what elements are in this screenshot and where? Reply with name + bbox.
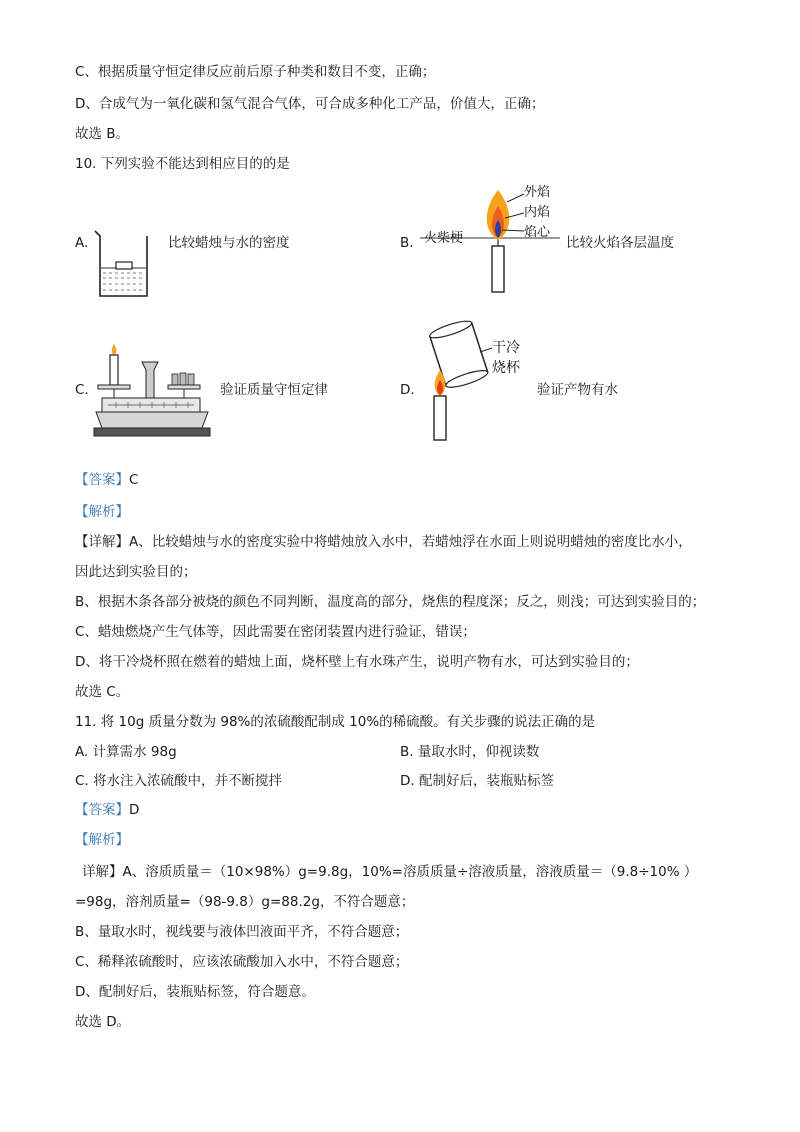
q11-detail-b: B、量取水时，视线要与液体凹液面平齐，不符合题意； <box>75 924 409 940</box>
q11-option-b-text: 量取水时，仰视读数 <box>417 744 540 760</box>
q11-option-c-text: 将水注入浓硫酸中，并不断搅拌 <box>93 773 283 789</box>
beaker-figure <box>92 228 154 300</box>
q10-choice: 故选 C。 <box>75 684 130 700</box>
label-match-stick: 火柴梗 <box>424 231 464 246</box>
q11-option-a-letter: A. <box>75 744 89 760</box>
q11-answer <box>75 800 139 820</box>
q10-detail-b: B、根据木条各部分被烧的颜色不同判断，温度高的部分，烧焦的程度深；反之，则浅；可达到实验目的； <box>75 594 706 610</box>
q10-detail-a-2: 因此达到实验目的； <box>75 564 197 580</box>
q10-analysis-tag: 【解析】 <box>75 504 129 520</box>
q11-detail-1: 详解】A、溶质质量＝（10×98%）g=9.8g，10%=溶质质量÷溶液质量，溶液质量＝（9.8÷10% ） <box>82 864 698 880</box>
q11-option-c-letter: C. <box>75 773 89 789</box>
prev-explanation-c: C、根据质量守恒定律反应前后原子种类和数目不变，正确； <box>75 64 436 80</box>
label-dry-cold: 干冷 <box>492 340 520 356</box>
q11-analysis-tag: 【解析】 <box>75 832 129 848</box>
label-beaker: 烧杯 <box>492 360 520 376</box>
q11-detail-c: C、稀释浓硫酸时，应该浓硫酸加入水中，不符合题意； <box>75 954 409 970</box>
q10-detail-a-1 <box>75 532 692 552</box>
q11-choice: 故选 D。 <box>75 1014 131 1030</box>
q10-option-d-letter: D. <box>400 382 415 398</box>
q10-detail-d: D、将干冷烧杯照在燃着的蜡烛上面，烧杯壁上有水珠产生，说明产物有水，可达到实验目的； <box>75 654 639 670</box>
flame-layers-figure <box>420 180 560 295</box>
q10-option-c-text: 验证质量守恒定律 <box>220 382 328 398</box>
q11-option-d-text: 配制好后，装瓶贴标签 <box>418 773 554 789</box>
balance-figure <box>92 338 212 440</box>
answer-value: D <box>129 802 140 818</box>
q11-option-a-text: 计算需水 98g <box>92 744 177 760</box>
q10-option-a-letter: A. <box>75 235 89 251</box>
prev-explanation-d: D、合成气为一氧化碳和氢气混合气体，可合成多种化工产品，价值大，正确； <box>75 96 545 112</box>
q11-option-a <box>75 742 177 762</box>
q10-answer <box>75 470 138 490</box>
prev-choice: 故选 B。 <box>75 126 130 142</box>
q11-option-b-letter: B. <box>400 744 414 760</box>
q10-detail-c: C、蜡烛燃烧产生气体等，因此需要在密闭装置内进行验证，错误； <box>75 624 476 640</box>
q10-option-d-text: 验证产物有水 <box>537 382 618 398</box>
q10-option-b-text: 比较火焰各层温度 <box>566 235 674 251</box>
q11-option-d-letter: D. <box>400 773 415 789</box>
answer-tag: 【答案】 <box>75 802 129 818</box>
answer-tag: 【答案】 <box>75 472 129 488</box>
answer-value: C <box>129 472 139 488</box>
label-flame-core: 焰心 <box>524 225 551 240</box>
q11-option-b <box>400 742 539 762</box>
q11-option-d <box>400 771 554 791</box>
detail-a-text: A、比较蜡烛与水的密度实验中将蜡烛放入水中，若蜡烛浮在水面上则说明蜡烛的密度比水小， <box>129 534 692 550</box>
q10-option-c-letter: C. <box>75 382 89 398</box>
q10-option-b-letter: B. <box>400 235 414 251</box>
q11-option-c <box>75 771 282 791</box>
dry-beaker-figure <box>420 318 540 443</box>
q11-stem: 11. 将 10g 质量分数为 98%的浓硫酸配制成 10%的稀硫酸。有关步骤的说法正确的是 <box>75 714 596 730</box>
q10-option-a-text: 比较蜡烛与水的密度 <box>168 235 290 251</box>
q11-detail-d: D、配制好后，装瓶贴标签，符合题意。 <box>75 984 315 1000</box>
detail-tag: 【详解】 <box>75 534 129 550</box>
label-inner-flame: 内焰 <box>524 205 551 220</box>
q10-stem: 10. 下列实验不能达到相应目的的是 <box>75 156 290 172</box>
q11-detail-2: =98g，溶剂质量=（98-9.8）g=88.2g，不符合题意； <box>75 894 415 910</box>
label-outer-flame: 外焰 <box>524 185 551 200</box>
